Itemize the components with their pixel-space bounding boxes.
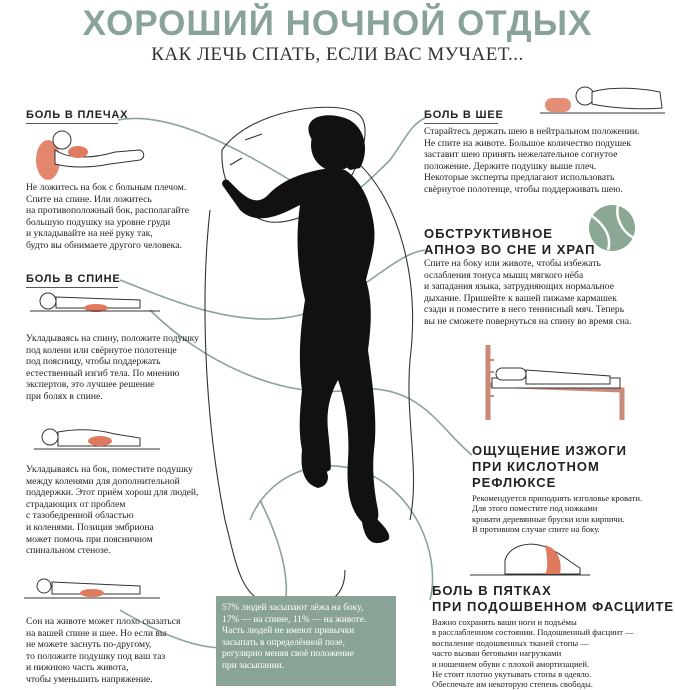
divider: [26, 123, 118, 124]
text-apnea: Спите на боку или животе, чтобы избежать ослабления тонуса мышц мягкого нёба и западания языка, затрудняющих нормальное дыхание. Пришейте к вашей пижаме кармашек сзади и поместите в него теннисный мяч. Теперь вы не сможете повернуться на спину во время сна.: [424, 258, 632, 327]
heading-heel-line1: БОЛЬ В ПЯТКАХ: [432, 583, 552, 598]
divider: [424, 123, 498, 124]
text-neck-pain: Старайтесь держать шею в нейтральном положении. Не спите на животе. Большое количество подушек заставит шею принять нежелательное согнутое положение. Держите подушку выше плеч. Некоторые эксперты предлагают использовать свёрнутое полотенце, чтобы поддерживать шею.: [424, 126, 640, 195]
text-shoulder-pain: Не ложитесь на бок с больным плечом. Спите на спине. Или ложитесь на противоположный бок, располагайте большую подушку на уровне груди и укладывайте на неё руку так, будто вы обнимаете другого человека.: [26, 182, 189, 251]
heading-back-pain: БОЛЬ В СПИНЕ: [26, 273, 121, 285]
heel-foot-icon: [470, 544, 590, 575]
statistics-text: 57% людей засыпают лёжа на боку, 17% — на спине, 11% — на животе. Часть людей не имеют привычки засыпать в определённой позе, регулярно меняя своё положение при засыпании.: [222, 603, 367, 671]
heading-heartburn-line2: ПРИ КИСЛОТНОМ: [472, 459, 600, 474]
heading-heartburn-line3: РЕФЛЮКСЕ: [472, 475, 557, 490]
text-back-pain-on-side: Укладываясь на бок, поместите подушку между коленями для дополнительной поддержки. Этот приём хорош для людей, страдающих от проблем с тазобедренной областью и коленями. Позиция эмбриона может помочь при поясничном спинальном стенозе.: [26, 464, 199, 557]
neck-pain-sleeper-icon: [540, 87, 665, 113]
shoulder-pain-sleeper-icon: [36, 131, 144, 180]
back-sleeper-icon: [30, 293, 160, 312]
page-title: ХОРОШИЙ НОЧНОЙ ОТДЫХ: [82, 4, 593, 43]
heading-apnea-line2: АПНОЭ ВО СНЕ И ХРАП: [424, 242, 596, 257]
text-heel: Важно сохранять ваши ноги и подъёмы в расслабленном состоянии. Подошвенный фасциит — воспаление подошвенных тканей стопы — часто вызван беговыми нагрузками и ношением обуви с плохой амортизацией. Не стоит плотно укутывать стопы в одеяло. Обеспечьте им некоторую степень свободы.: [432, 617, 634, 690]
tennis-ball-icon: [589, 205, 635, 251]
side-sleeper-icon: [34, 429, 160, 449]
divider: [26, 287, 118, 288]
text-back-pain-on-back: Укладываясь на спину, положите подушку под колени или свёрнутое полотенце под поясницу, чтобы поддержать естественный изгиб тела. По мнению экспертов, это лучшее решение при болях в спине.: [26, 333, 199, 402]
heading-apnea-line1: ОБСТРУКТИВНОЕ: [424, 226, 553, 241]
heading-heartburn-line1: ОЩУЩЕНИЕ ИЗЖОГИ: [472, 443, 627, 458]
text-back-pain-on-stomach: Сон на животе может плохо сказаться на вашей спине и шее. Но если вы не можете заснуть по-другому, то положите подушку под ваш таз и нижнюю часть живота, чтобы уменьшить напряжение.: [26, 616, 181, 685]
heading-shoulder-pain: БОЛЬ В ПЛЕЧАХ: [26, 109, 129, 121]
heading-heel-line2: ПРИ ПОДОШВЕННОМ ФАСЦИИТЕ: [432, 599, 675, 614]
inclined-bed-icon: [486, 345, 622, 420]
heading-neck-pain: БОЛЬ В ШЕЕ: [424, 109, 504, 121]
stomach-sleeper-icon: [24, 579, 160, 598]
woman-silhouette-icon: [222, 115, 389, 543]
text-heartburn: Рекомендуется приподнять изголовье кровати. Для этого поместите под ножками кровати деревянные бруски или кирпичи. В противном случае спите на боку.: [472, 493, 643, 535]
page-subtitle: КАК ЛЕЧЬ СПАТЬ, ЕСЛИ ВАС МУЧАЕТ...: [151, 44, 524, 65]
